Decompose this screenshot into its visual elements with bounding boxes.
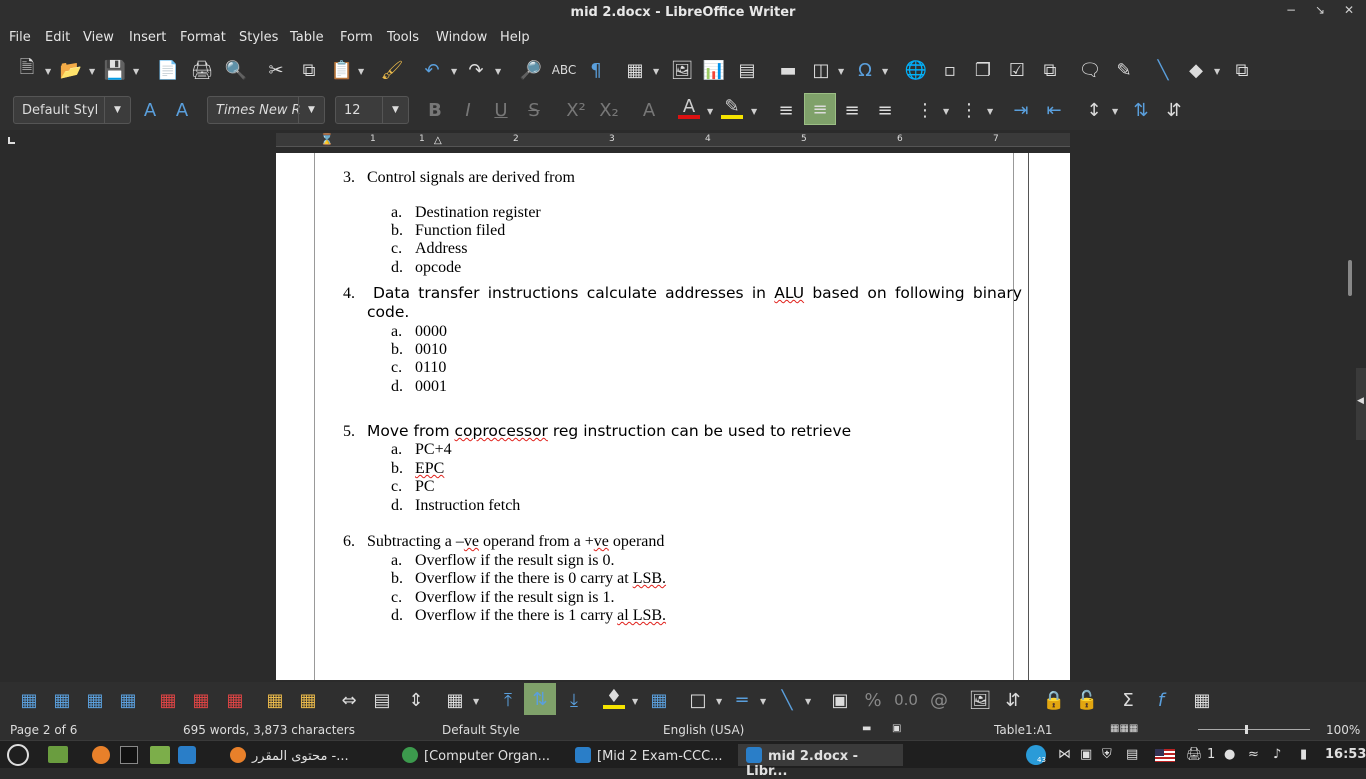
question-word-misspelled: ALU <box>774 284 805 302</box>
shield-icon[interactable]: ⛨ <box>1102 747 1112 762</box>
number-format-date-icon[interactable]: @ <box>930 689 948 711</box>
decrease-indent-icon[interactable]: ⇤ <box>1046 99 1062 121</box>
bold-icon[interactable]: B <box>428 99 442 121</box>
question-number: 6. <box>343 533 355 550</box>
number-format-decimal-icon[interactable]: 0.0 <box>894 691 918 709</box>
insert-rows-above-icon[interactable]: ▦ <box>20 689 38 711</box>
question-word: instructions <box>487 284 579 302</box>
option-text: 0010 <box>415 341 447 358</box>
save-icon[interactable]: 💾 <box>103 59 127 81</box>
title-bar <box>0 0 1366 25</box>
clipboard-icon[interactable]: ▣ <box>1080 747 1093 762</box>
sidebar-toggle-handle[interactable] <box>1356 368 1366 440</box>
question-word: based <box>812 284 860 302</box>
chevron-down-icon[interactable]: ▼ <box>760 697 767 706</box>
option-text: Overflow if the result sign is 1. <box>415 589 615 606</box>
question-text-part: reg instruction can be used to retrieve <box>547 422 852 440</box>
restore-icon[interactable]: ↘ <box>1315 3 1326 17</box>
vscode-icon[interactable] <box>178 746 196 764</box>
insert-caption-icon[interactable]: 🖼 <box>968 689 992 711</box>
option-text: PC <box>415 478 435 495</box>
option-letter: c. <box>391 359 403 376</box>
menu-window[interactable]: Window <box>436 30 488 45</box>
option-letter: d. <box>391 378 403 395</box>
align-center-icon[interactable]: ≡ <box>804 93 836 125</box>
open-folder-icon[interactable]: 📂 <box>59 59 83 81</box>
ruler-number: 1 <box>419 134 425 144</box>
question-word: following <box>894 284 965 302</box>
table-toolbar <box>0 682 1366 718</box>
word-count[interactable]: 695 words, 3,873 characters <box>183 723 355 737</box>
question-text <box>367 284 1022 302</box>
superscript-icon[interactable]: X² <box>566 99 586 121</box>
special-character-icon[interactable]: Ω <box>858 59 872 81</box>
option-letter: d. <box>391 259 403 276</box>
insert-image-icon[interactable]: 🖼 <box>670 59 694 81</box>
question-word: addresses <box>665 284 744 302</box>
window-title: mid 2.docx - LibreOffice Writer <box>570 5 796 20</box>
subscript-icon[interactable]: X₂ <box>599 99 619 121</box>
taskbar-item-label: [Computer Organ... <box>424 749 551 764</box>
menu-bar <box>0 25 1366 50</box>
chevron-down-icon[interactable]: ▼ <box>805 697 812 706</box>
bluetooth-icon[interactable]: ⋈ <box>1058 747 1071 762</box>
option-text: Address <box>415 240 468 257</box>
question-word-misspelled: ve <box>463 533 479 550</box>
view-layout-icon[interactable]: ▦▦▦ <box>1110 723 1139 734</box>
formatting-marks-icon[interactable]: ¶ <box>590 59 602 81</box>
chevron-left-icon: ◀ <box>1357 396 1364 406</box>
option-letter: c. <box>391 589 403 606</box>
menu-form[interactable]: Form <box>340 30 373 45</box>
option-text: PC+4 <box>415 441 452 458</box>
insert-text-box-icon[interactable]: ▤ <box>738 59 756 81</box>
delete-table-icon[interactable]: ▦ <box>226 689 244 711</box>
clock[interactable]: 16:53 <box>1325 747 1366 762</box>
taskbar-item-label: mid 2.docx - Libr... <box>746 749 859 779</box>
align-left-icon[interactable]: ≡ <box>778 99 794 121</box>
chevron-down-icon[interactable]: ▼ <box>751 107 758 116</box>
option-letter: c. <box>391 478 403 495</box>
italic-icon[interactable]: I <box>465 99 471 121</box>
option-letter: a. <box>391 323 403 340</box>
endnote-icon[interactable]: ❐ <box>974 59 992 81</box>
indent-marker-icon[interactable]: △ <box>434 135 442 146</box>
ruler-number: 4 <box>705 134 711 144</box>
insert-line-icon[interactable]: ╲ <box>1157 59 1169 81</box>
cross-reference-icon[interactable]: ⧉ <box>1043 59 1057 81</box>
autoformat-styles-icon[interactable]: ▦ <box>650 689 668 711</box>
chevron-down-icon[interactable]: ▼ <box>653 67 660 76</box>
menu-file[interactable]: File <box>9 30 31 45</box>
taskbar-item[interactable] <box>402 744 550 766</box>
battery-icon[interactable]: ▮ <box>1300 747 1308 762</box>
document-modified-icon[interactable]: ▣ <box>892 723 902 734</box>
border-style-icon[interactable]: ═ <box>736 689 748 711</box>
option-text: opcode <box>415 259 462 276</box>
ruler-number: 3 <box>609 134 615 144</box>
mint-menu-icon[interactable] <box>7 744 29 766</box>
question-text-part: operand from a + <box>478 533 594 550</box>
chevron-down-icon[interactable]: ▼ <box>451 67 458 76</box>
minimize-icon[interactable]: − <box>1286 3 1297 17</box>
horizontal-ruler[interactable] <box>276 133 1070 147</box>
print-icon[interactable]: 🖨 <box>190 59 214 81</box>
firefox-icon[interactable] <box>92 746 110 764</box>
chevron-down-icon[interactable]: ▼ <box>943 107 950 116</box>
taskbar-item[interactable] <box>575 744 723 766</box>
strikethrough-icon[interactable]: S <box>528 99 540 121</box>
close-icon[interactable]: ✕ <box>1344 3 1355 17</box>
font-name-box[interactable] <box>207 96 325 124</box>
standard-toolbar <box>0 50 1366 90</box>
redo-icon[interactable]: ↷ <box>468 59 484 81</box>
underline-icon[interactable]: U <box>494 99 508 121</box>
question-number: 4. <box>343 285 355 302</box>
align-top-icon[interactable]: ⤒ <box>504 689 512 711</box>
undo-icon[interactable]: ↶ <box>424 59 440 81</box>
update-style-icon[interactable]: A <box>143 99 157 121</box>
question-word-misspelled: ve <box>593 533 609 550</box>
question-text <box>367 533 664 551</box>
align-right-icon[interactable]: ≡ <box>844 99 860 121</box>
paragraph-style-box[interactable] <box>13 96 131 124</box>
us-flag-icon[interactable] <box>1155 749 1175 762</box>
paragraph-style-value: Default Styl <box>22 103 99 118</box>
option-letter: b. <box>391 460 403 477</box>
chevron-down-icon[interactable]: ▼ <box>707 107 714 116</box>
question-word: calculate <box>586 284 657 302</box>
table-cell-background-icon[interactable]: ♦ <box>603 687 625 709</box>
question-word: transfer <box>418 284 480 302</box>
sort-icon[interactable]: ⇵ <box>1005 689 1021 711</box>
option-letter: c. <box>391 240 403 257</box>
question-text-part: Move from <box>367 422 455 440</box>
chevron-down-icon[interactable]: ▼ <box>382 97 408 123</box>
optimize-size-icon[interactable]: ▦ <box>446 689 464 711</box>
indent-marker-icon[interactable]: ⌛ <box>320 133 334 146</box>
insert-columns-before-icon[interactable]: ▦ <box>86 689 104 711</box>
writer-icon <box>575 747 591 763</box>
option-letter: d. <box>391 497 403 514</box>
option-text: Overflow if the result sign is 0. <box>415 552 615 569</box>
menu-insert[interactable]: Insert <box>129 30 167 45</box>
chevron-down-icon[interactable]: ▼ <box>298 97 324 123</box>
decrease-paragraph-spacing-icon[interactable]: ⇵ <box>1166 99 1182 121</box>
menu-styles[interactable]: Styles <box>239 30 279 45</box>
option-letter: b. <box>391 341 403 358</box>
option-letter: d. <box>391 607 403 624</box>
track-changes-icon[interactable]: ✎ <box>1116 59 1132 81</box>
insert-page-break-icon[interactable]: ▬ <box>779 59 797 81</box>
menu-table[interactable]: Table <box>290 30 324 45</box>
question-word: on <box>867 284 887 302</box>
insert-mode-icon[interactable]: ▬ <box>862 723 872 734</box>
new-document-icon[interactable]: 🗎 <box>19 57 35 78</box>
select-cell-icon[interactable]: ▦ <box>266 689 284 711</box>
vertical-scrollbar[interactable] <box>1346 153 1354 680</box>
menu-tools[interactable]: Tools <box>387 30 420 45</box>
number-format-percent-icon[interactable]: % <box>864 689 882 711</box>
status-bar <box>0 718 1366 740</box>
files-icon[interactable] <box>150 746 170 764</box>
taskbar-item-label: محتوى المقرر -... <box>252 749 349 764</box>
export-pdf-icon[interactable]: 📄 <box>156 59 180 81</box>
insert-chart-icon[interactable]: 📊 <box>702 59 726 81</box>
chevron-down-icon[interactable]: ▼ <box>104 97 130 123</box>
page-margin-right <box>1028 153 1029 680</box>
chevron-down-icon[interactable]: ▼ <box>1214 67 1221 76</box>
page-count[interactable]: Page 2 of 6 <box>10 723 78 737</box>
insert-columns-after-icon[interactable]: ▦ <box>119 689 137 711</box>
document-page[interactable] <box>276 153 1070 680</box>
paste-icon[interactable]: 📋 <box>330 59 354 81</box>
line-spacing-icon[interactable]: ↕ <box>1086 99 1102 121</box>
question-text-continued: code. <box>367 303 410 321</box>
formatting-toolbar <box>0 90 1366 130</box>
insert-table-icon[interactable]: ▦ <box>626 59 644 81</box>
formula-icon[interactable]: f <box>1157 689 1165 711</box>
option-text-part: Overflow if the there is 1 carry <box>415 607 618 624</box>
question-word-misspelled: coprocessor <box>454 422 548 440</box>
spelling-icon[interactable]: ABC <box>551 63 577 77</box>
volume-icon[interactable]: ♪ <box>1273 747 1282 762</box>
delete-rows-icon[interactable]: ▦ <box>159 689 177 711</box>
increase-indent-icon[interactable]: ⇥ <box>1013 99 1029 121</box>
question-word: binary <box>972 284 1022 302</box>
option-text <box>415 607 666 625</box>
table-border-left <box>314 153 315 680</box>
split-cells-icon[interactable]: ▤ <box>373 689 391 711</box>
flag-canton <box>1155 749 1164 756</box>
network-manager-icon[interactable]: ▤ <box>1126 747 1139 762</box>
border-color-icon[interactable]: ╲ <box>781 689 793 711</box>
font-size-value: 12 <box>344 103 361 118</box>
chevron-down-icon[interactable]: ▼ <box>495 67 502 76</box>
workspace-number[interactable]: 1 <box>1207 747 1216 762</box>
option-text: EPC <box>415 460 445 477</box>
option-text: Destination register <box>415 204 541 221</box>
footnote-icon[interactable]: ▫ <box>943 59 957 81</box>
question-text <box>367 422 851 440</box>
chevron-down-icon[interactable]: ▼ <box>358 67 365 76</box>
table-properties-icon[interactable]: ▦ <box>1193 689 1211 711</box>
question-number: 3. <box>343 169 355 186</box>
table-cell: Table1:A1 <box>994 723 1053 737</box>
option-letter: b. <box>391 222 403 239</box>
chevron-down-icon[interactable]: ▼ <box>838 67 845 76</box>
menu-view[interactable]: View <box>83 30 114 45</box>
printer-icon[interactable]: 🖨 <box>1186 747 1203 762</box>
scrollbar-thumb[interactable] <box>1348 260 1352 296</box>
telegram-badge: 43 <box>1037 756 1046 764</box>
align-bottom-icon[interactable]: ⤓ <box>570 689 578 711</box>
insert-rows-below-icon[interactable]: ▦ <box>53 689 71 711</box>
ruler-number: 6 <box>897 134 903 144</box>
borders-icon[interactable]: □ <box>689 689 707 711</box>
merge-cells-icon[interactable]: ⇔ <box>341 689 357 711</box>
show-desktop-icon[interactable] <box>48 746 68 763</box>
option-word-misspelled: LSB. <box>632 570 667 587</box>
option-letter: a. <box>391 441 403 458</box>
option-letter: a. <box>391 204 403 221</box>
menu-edit[interactable]: Edit <box>45 30 71 45</box>
basic-shapes-icon[interactable]: ◆ <box>1189 59 1203 81</box>
taskbar-item-active[interactable] <box>738 744 903 779</box>
zoom-slider-thumb[interactable] <box>1245 725 1248 734</box>
question-text-part: operand <box>608 533 665 550</box>
new-style-icon[interactable]: A <box>175 99 189 121</box>
chevron-down-icon[interactable]: ▼ <box>1112 107 1119 116</box>
justify-icon[interactable]: ≡ <box>877 99 893 121</box>
chevron-down-icon[interactable]: ▼ <box>882 67 889 76</box>
firefox-icon <box>230 747 246 763</box>
unprotect-cells-icon[interactable]: 🔓 <box>1075 689 1099 711</box>
option-letter: b. <box>391 570 403 587</box>
bullet-list-icon[interactable]: ⋮ <box>916 99 934 121</box>
chevron-down-icon[interactable]: ▼ <box>473 697 480 706</box>
option-text-part: Overflow if the there is 0 carry at <box>415 570 633 587</box>
option-text <box>415 570 666 588</box>
chrome-icon <box>402 747 418 763</box>
protect-cells-icon[interactable]: 🔒 <box>1042 689 1066 711</box>
wifi-icon[interactable]: ≈ <box>1248 747 1259 762</box>
increase-paragraph-spacing-icon[interactable]: ⇅ <box>1133 99 1149 121</box>
split-table-icon[interactable]: ⇕ <box>408 689 424 711</box>
bookmark-icon[interactable]: ☑ <box>1008 59 1026 81</box>
comment-icon[interactable]: 🗨 <box>1078 59 1102 81</box>
chevron-down-icon[interactable]: ▼ <box>89 67 96 76</box>
user-icon[interactable]: ● <box>1224 747 1236 762</box>
number-format-currency-icon[interactable]: ▣ <box>831 689 849 711</box>
option-letter: a. <box>391 552 403 569</box>
find-replace-icon[interactable]: 🔎 <box>519 59 543 81</box>
copy-icon[interactable]: ⧉ <box>302 59 316 81</box>
option-text: 0000 <box>415 323 447 340</box>
clear-formatting-icon[interactable]: A <box>642 99 656 121</box>
center-vertically-icon[interactable]: ⇅ <box>524 683 556 715</box>
question-word: Data <box>373 284 411 302</box>
numbered-list-icon[interactable]: ⋮ <box>960 99 978 121</box>
hyperlink-icon[interactable]: 🌐 <box>904 59 928 81</box>
menu-format[interactable]: Format <box>180 30 226 45</box>
option-text: Function filed <box>415 222 506 239</box>
table-border-right <box>1013 153 1014 680</box>
ruler-number: 5 <box>801 134 807 144</box>
taskbar <box>0 740 1366 779</box>
page-style[interactable]: Default Style <box>442 723 520 737</box>
option-text: Instruction fetch <box>415 497 521 514</box>
chevron-down-icon[interactable]: ▼ <box>716 697 723 706</box>
question-word: in <box>751 284 767 302</box>
clone-formatting-icon[interactable]: 🖌 <box>380 59 404 81</box>
chevron-down-icon[interactable]: ▼ <box>987 107 994 116</box>
font-size-box[interactable] <box>335 96 409 124</box>
select-table-icon[interactable]: ▦ <box>299 689 317 711</box>
highlight-color-icon[interactable]: ✎ <box>721 97 743 119</box>
option-text: 0001 <box>415 378 447 395</box>
question-text-part: Subtracting a – <box>367 533 464 550</box>
ruler-number: 2 <box>513 134 519 144</box>
chevron-down-icon[interactable]: ▼ <box>133 67 140 76</box>
question-number: 5. <box>343 423 355 440</box>
tab-stop-icon[interactable] <box>8 137 15 144</box>
print-preview-icon[interactable]: 🔍 <box>224 59 248 81</box>
option-text: 0110 <box>415 359 447 376</box>
cut-icon[interactable]: ✂ <box>268 59 284 81</box>
terminal-icon[interactable] <box>120 746 138 764</box>
font-name-value: Times New R <box>216 103 301 118</box>
insert-field-icon[interactable]: ◫ <box>812 59 830 81</box>
zoom-slider[interactable] <box>1198 729 1310 730</box>
draw-functions-icon[interactable]: ⧉ <box>1235 59 1249 81</box>
question-text: Control signals are derived from <box>367 169 575 186</box>
chevron-down-icon[interactable]: ▼ <box>45 67 52 76</box>
taskbar-item-label: [Mid 2 Exam-CCC... <box>597 749 723 764</box>
language[interactable]: English (USA) <box>663 723 745 737</box>
menu-help[interactable]: Help <box>500 30 530 45</box>
writer-icon <box>746 747 762 763</box>
ruler-number: 7 <box>993 134 999 144</box>
delete-columns-icon[interactable]: ▦ <box>192 689 210 711</box>
chevron-down-icon[interactable]: ▼ <box>632 697 639 706</box>
option-word-misspelled: al LSB. <box>617 607 667 624</box>
zoom-level[interactable]: 100% <box>1326 723 1361 737</box>
font-color-icon[interactable]: A <box>678 97 700 119</box>
sum-icon[interactable]: Σ <box>1122 689 1134 711</box>
ruler-number: 1 <box>370 134 376 144</box>
taskbar-item[interactable] <box>230 744 349 766</box>
